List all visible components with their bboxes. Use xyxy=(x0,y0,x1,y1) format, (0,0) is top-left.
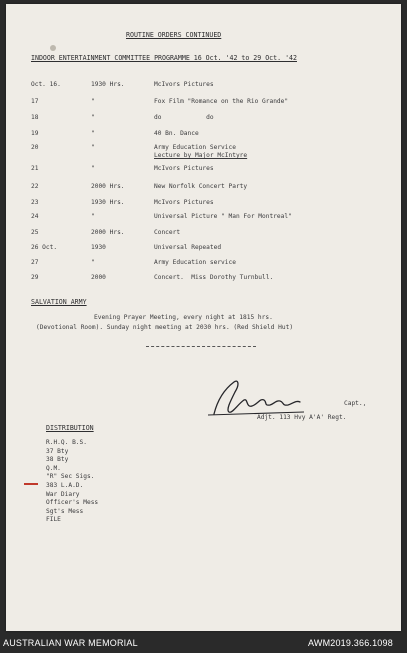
archive-name: AUSTRALIAN WAR MEMORIAL xyxy=(3,638,138,648)
schedule-row xyxy=(6,214,401,224)
archive-footer xyxy=(0,635,407,653)
distribution-item: Q.M. xyxy=(46,464,61,472)
distribution-heading: DISTRIBUTION xyxy=(46,424,94,432)
schedule-time: " xyxy=(91,98,95,105)
schedule-date: 20 xyxy=(31,144,39,151)
schedule-row xyxy=(6,166,401,176)
distribution-item: War Diary xyxy=(46,490,80,498)
schedule-row xyxy=(6,260,401,270)
schedule-event: Army Education service xyxy=(154,259,236,266)
signature-rank: Capt., xyxy=(344,400,367,407)
distribution-item: 38 Bty xyxy=(46,456,69,464)
section-heading: INDOOR ENTERTAINMENT COMMITTEE PROGRAMME 16 Oct. '42 to 29 Oct. '42 xyxy=(31,54,297,62)
schedule-event: New Norfolk Concert Party xyxy=(154,183,248,190)
schedule-event: Army Education Service xyxy=(154,144,236,151)
schedule-row xyxy=(6,230,401,240)
schedule-date: 17 xyxy=(31,98,39,105)
distribution-item: Sgt's Mess xyxy=(46,507,84,515)
schedule-row xyxy=(6,275,401,285)
schedule-row xyxy=(6,184,401,194)
schedule-event: Universal Repeated xyxy=(154,244,222,251)
schedule-time: 2000 Hrs. xyxy=(91,229,125,236)
schedule-date: Oct. 16. xyxy=(31,81,61,88)
schedule-date: 22 xyxy=(31,183,39,190)
schedule-date: 27 xyxy=(31,259,39,266)
schedule-event: Concert xyxy=(154,229,181,236)
schedule-row xyxy=(6,131,401,141)
punch-hole xyxy=(50,45,56,51)
schedule-time: " xyxy=(91,130,95,137)
separator-line xyxy=(146,346,256,347)
schedule-date: 24 xyxy=(31,213,39,220)
salvation-army-heading: SALVATION ARMY xyxy=(31,298,87,306)
schedule-time: " xyxy=(91,144,95,151)
schedule-event: Concert. Miss Dorothy Turnbull. xyxy=(154,274,274,281)
schedule-row xyxy=(6,99,401,109)
distribution-item: R.H.Q. B.S. xyxy=(46,439,87,446)
schedule-event: Universal Picture " Man For Montreal" xyxy=(154,213,292,220)
schedule-event: McIvors Pictures xyxy=(154,199,214,206)
schedule-date: 25 xyxy=(31,229,39,236)
schedule-date: 18 xyxy=(31,114,39,121)
schedule-time: 1930 xyxy=(91,244,106,251)
schedule-time: " xyxy=(91,114,95,121)
schedule-date: 29 xyxy=(31,274,39,281)
distribution-item: Officer's Mess xyxy=(46,499,99,507)
schedule-time: 2000 Hrs. xyxy=(91,183,125,190)
schedule-event: McIvors Pictures xyxy=(154,165,214,172)
schedule-event: do do xyxy=(154,114,214,121)
schedule-row xyxy=(6,144,401,159)
schedule-time: " xyxy=(91,259,95,266)
distribution-item: "R" Sec Sigs. xyxy=(46,473,95,481)
schedule-row xyxy=(6,115,401,125)
schedule-event-sub: Lecture by Major McIntyre xyxy=(154,152,248,159)
schedule-time: " xyxy=(91,165,95,172)
distribution-item: FILE xyxy=(46,516,61,524)
salvation-line-2: (Devotional Room). Sunday night meeting at 2030 hrs. (Red Shield Hut) xyxy=(36,324,294,331)
schedule-row xyxy=(6,200,401,210)
salvation-line-1: Evening Prayer Meeting, every night at 1815 hrs. xyxy=(94,314,273,321)
distribution-item: 383 L.A.D. xyxy=(46,482,84,489)
schedule-date: 19 xyxy=(31,130,39,137)
schedule-time: 1930 Hrs. xyxy=(91,81,125,88)
schedule-event: 40 Bn. Dance xyxy=(154,130,199,137)
top-heading: ROUTINE ORDERS CONTINUED xyxy=(126,31,222,39)
schedule-date: 26 Oct. xyxy=(31,244,58,251)
schedule-time: 1930 Hrs. xyxy=(91,199,125,206)
schedule-event: McIvors Pictures xyxy=(154,81,214,88)
schedule-row xyxy=(6,82,401,92)
schedule-time: 2000 xyxy=(91,274,106,281)
schedule-date: 21 xyxy=(31,165,39,172)
red-pencil-mark xyxy=(24,483,38,485)
schedule-date: 23 xyxy=(31,199,39,206)
archive-reference: AWM2019.366.1098 xyxy=(308,638,393,648)
distribution-item: 37 Bty xyxy=(46,447,69,455)
schedule-event: Fox Film "Romance on the Rio Grande" xyxy=(154,98,289,105)
schedule-time: " xyxy=(91,213,95,220)
document-page xyxy=(6,4,401,631)
signature-title: Adjt. 113 Hvy A'A' Regt. xyxy=(257,414,347,421)
schedule-row xyxy=(6,245,401,255)
